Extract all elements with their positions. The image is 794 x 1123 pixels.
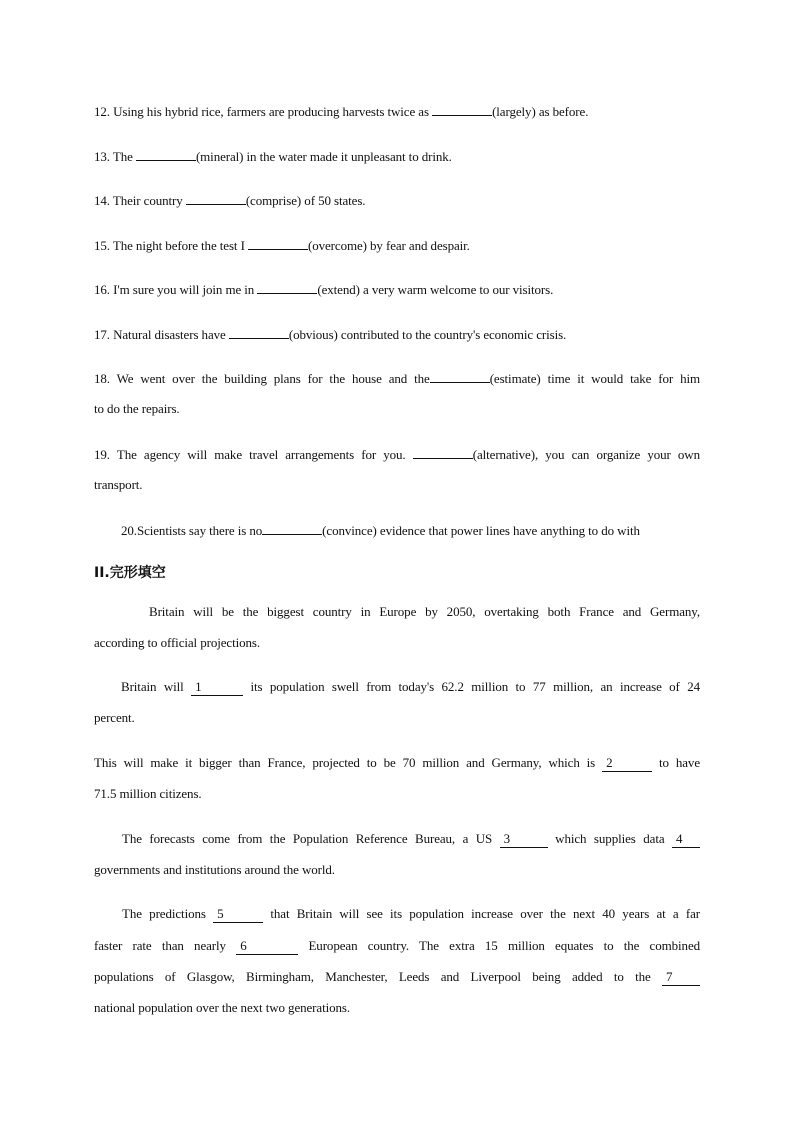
answer-blank[interactable]: [186, 192, 246, 205]
cloze-blank-6[interactable]: 6: [236, 938, 298, 955]
question-hint: (alternative), you can organize your own: [472, 447, 700, 462]
question-19: [94, 446, 700, 463]
cloze-paragraph-3-line-1: [94, 755, 700, 772]
question-19-continued: transport.: [94, 477, 143, 492]
question-18: [94, 370, 700, 387]
cloze-text: populations of Glasgow, Birmingham, Manchester, Leeds and Liverpool being added to the: [94, 969, 651, 984]
cloze-blank-1[interactable]: 1: [191, 679, 243, 696]
question-13: [94, 148, 700, 165]
answer-blank[interactable]: [229, 326, 289, 339]
cloze-text: faster rate than nearly: [94, 938, 226, 953]
question-16: [94, 281, 700, 298]
question-17: [94, 326, 700, 343]
answer-blank[interactable]: [432, 103, 492, 116]
question-hint: (estimate) time it would take for him: [489, 371, 700, 386]
cloze-paragraph-1-line-1: Britain will be the biggest country in Europe by 2050, overtaking both France and Germany,: [149, 604, 700, 619]
question-text: 15. The night before the test I: [94, 238, 248, 253]
question-text: 17. Natural disasters have: [94, 327, 229, 342]
question-text: 13. The: [94, 149, 136, 164]
cloze-paragraph-5-line-3: [94, 969, 700, 986]
cloze-paragraph-5-line-4: national population over the next two generations.: [94, 1000, 351, 1015]
cloze-text: Britain will: [121, 679, 184, 694]
question-text: 18. We went over the building plans for the house and the: [94, 371, 430, 386]
answer-blank[interactable]: [262, 522, 322, 535]
cloze-paragraph-1-line-2: according to official projections.: [94, 635, 261, 650]
question-hint: (comprise) of 50 states.: [245, 193, 366, 208]
question-hint: (overcome) by fear and despair.: [307, 238, 470, 253]
cloze-text: that Britain will see its population increase over the next 40 years at a far: [270, 906, 700, 921]
question-hint: (obvious) contributed to the country's economic crisis.: [288, 327, 567, 342]
question-20: [121, 522, 701, 539]
cloze-text: This will make it bigger than France, projected to be 70 million and Germany, which is: [94, 755, 596, 770]
cloze-paragraph-2-line-1: [121, 679, 700, 696]
answer-blank[interactable]: [413, 446, 473, 459]
cloze-blank-7[interactable]: 7: [662, 969, 700, 986]
question-18-continued: to do the repairs.: [94, 401, 180, 416]
question-hint: (extend) a very warm welcome to our visitors.: [317, 282, 554, 297]
cloze-blank-5[interactable]: 5: [213, 906, 263, 923]
cloze-paragraph-2-line-2: percent.: [94, 710, 135, 725]
cloze-paragraph-5-line-2: [94, 938, 700, 955]
cloze-text: The predictions: [122, 906, 206, 921]
cloze-blank-2[interactable]: 2: [602, 755, 652, 772]
cloze-blank-4[interactable]: 4: [672, 831, 700, 848]
answer-blank[interactable]: [257, 281, 317, 294]
answer-blank[interactable]: [248, 237, 308, 250]
question-15: [94, 237, 700, 254]
cloze-paragraph-3-line-2: 71.5 million citizens.: [94, 786, 202, 801]
question-text: 16. I'm sure you will join me in: [94, 282, 258, 297]
question-text: 14. Their country: [94, 193, 186, 208]
answer-blank[interactable]: [136, 148, 196, 161]
question-text: 20.Scientists say there is no: [121, 523, 263, 538]
answer-blank[interactable]: [430, 370, 490, 383]
cloze-blank-3[interactable]: 3: [500, 831, 548, 848]
question-text: 19. The agency will make travel arrangements for you.: [94, 447, 413, 462]
cloze-paragraph-4-line-2: governments and institutions around the world.: [94, 862, 335, 877]
question-14: [94, 192, 700, 209]
cloze-paragraph-4-line-1: [122, 831, 700, 848]
question-hint: (mineral) in the water made it unpleasant to drink.: [195, 149, 452, 164]
question-12: [94, 103, 700, 120]
cloze-text: which supplies data: [555, 831, 665, 846]
question-hint: (largely) as before.: [492, 104, 589, 119]
question-text: 12. Using his hybrid rice, farmers are producing harvests twice as: [94, 104, 433, 119]
cloze-paragraph-5-line-1: [122, 906, 700, 923]
cloze-text: European country. The extra 15 million equates to the combined: [308, 938, 701, 953]
cloze-text: to have: [659, 755, 700, 770]
question-hint: (convince) evidence that power lines have anything to do with: [322, 523, 640, 538]
section-heading: II.完形填空: [94, 565, 166, 581]
cloze-text: its population swell from today's 62.2 million to 77 million, an increase of 24: [250, 679, 700, 694]
cloze-text: The forecasts come from the Population Reference Bureau, a US: [122, 831, 493, 846]
